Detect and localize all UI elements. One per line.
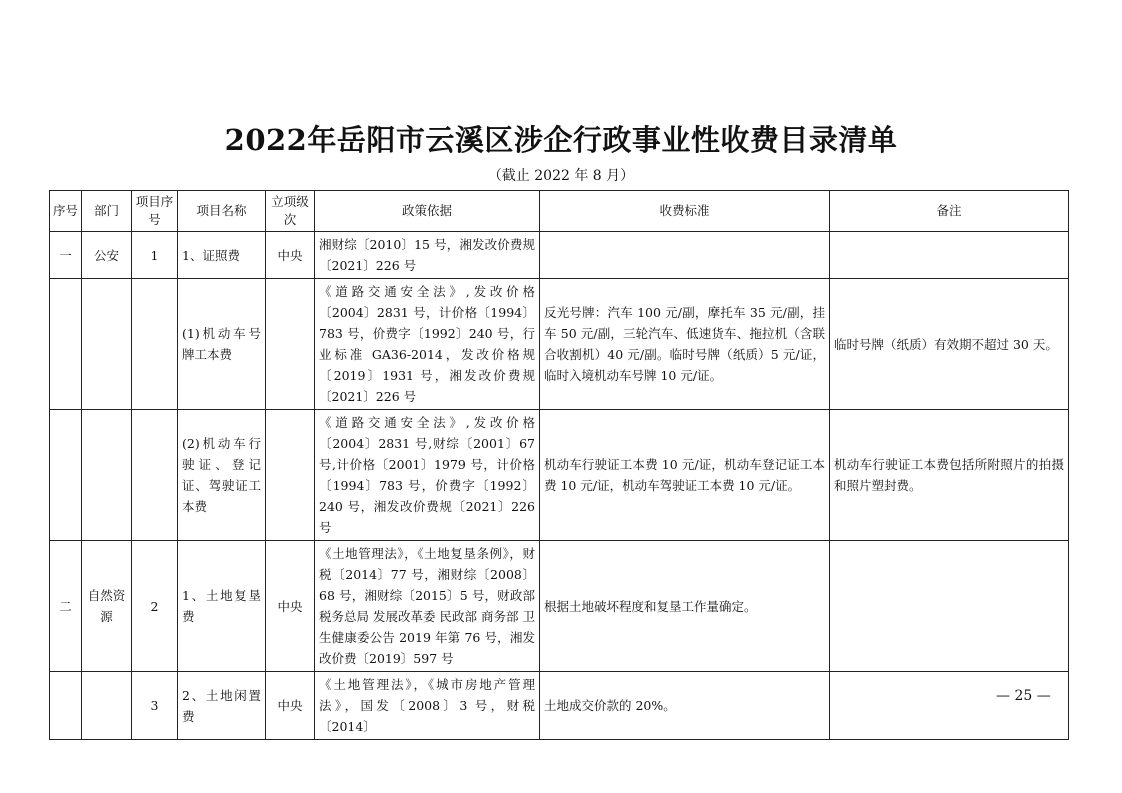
cell-level: 中央 bbox=[266, 541, 315, 672]
cell-note bbox=[830, 672, 1069, 740]
cell-policy: 《道路交通安全法》,发改价格〔2004〕2831 号,财综〔2001〕67 号,计价格〔2001〕1979 号，计价格〔1994〕783 号，价费字〔1992〕240 号，湘发改价费规〔2021〕226 号 bbox=[315, 410, 540, 541]
table-row bbox=[50, 410, 1069, 541]
table-row bbox=[50, 279, 1069, 410]
cell-dept: 自然资源 bbox=[82, 541, 132, 672]
cell-item-name: 2、土地闲置费 bbox=[178, 672, 266, 740]
cell-policy: 湘财综〔2010〕15 号，湘发改价费规〔2021〕226 号 bbox=[315, 232, 540, 279]
cell-item-name: (1)机动车号牌工本费 bbox=[178, 279, 266, 410]
page-number: — 25 — bbox=[996, 688, 1051, 704]
table-header-row bbox=[50, 191, 1069, 232]
cell-level: 中央 bbox=[266, 232, 315, 279]
document-title: 2022年岳阳市云溪区涉企行政事业性收费目录清单 bbox=[224, 123, 898, 157]
header-note: 备注 bbox=[830, 191, 1069, 232]
cell-item-seq: 2 bbox=[132, 541, 178, 672]
cell-note: 机动车行驶证工本费包括所附照片的拍摄和照片塑封费。 bbox=[830, 410, 1069, 541]
cell-note bbox=[830, 541, 1069, 672]
cell-item-seq bbox=[132, 410, 178, 541]
cell-dept: 公安 bbox=[82, 232, 132, 279]
cell-policy: 《土地管理法》，《土地复垦条例》，财税〔2014〕77 号，湘财综〔2008〕68 号，湘财综〔2015〕5 号，财政部 税务总局 发展改革委 民政部 商务部 卫生健康委公告 2019 年第 76 号，湘发改价费〔2019〕597 号 bbox=[315, 541, 540, 672]
cell-item-name: (2)机动车行驶证、登记证、驾驶证工本费 bbox=[178, 410, 266, 541]
cell-seq bbox=[50, 279, 82, 410]
cell-standard: 机动车行驶证工本费 10 元/证，机动车登记证工本费 10 元/证，机动车驾驶证工本费 10 元/证。 bbox=[540, 410, 830, 541]
header-dept: 部门 bbox=[82, 191, 132, 232]
cell-item-seq bbox=[132, 279, 178, 410]
document-subtitle: （截止 2022 年 8 月） bbox=[487, 168, 635, 184]
cell-level bbox=[266, 410, 315, 541]
cell-note bbox=[830, 232, 1069, 279]
table-row bbox=[50, 541, 1069, 672]
cell-standard: 反光号牌：汽车 100 元/副，摩托车 35 元/副，挂车 50 元/副，三轮汽车、低速货车、拖拉机（含联合收割机）40 元/副。临时号牌（纸质）5 元/证，临时入境机动车号牌 10 元/证。 bbox=[540, 279, 830, 410]
header-policy: 政策依据 bbox=[315, 191, 540, 232]
cell-dept bbox=[82, 672, 132, 740]
cell-item-seq: 1 bbox=[132, 232, 178, 279]
cell-seq: 二 bbox=[50, 541, 82, 672]
header-level: 立项级次 bbox=[266, 191, 315, 232]
header-item-seq: 项目序号 bbox=[132, 191, 178, 232]
fee-table bbox=[49, 190, 1069, 740]
cell-seq bbox=[50, 672, 82, 740]
cell-level bbox=[266, 279, 315, 410]
cell-dept bbox=[82, 410, 132, 541]
table-row bbox=[50, 232, 1069, 279]
header-seq: 序号 bbox=[50, 191, 82, 232]
cell-policy: 《道路交通安全法》,发改价格〔2004〕2831 号，计价格〔1994〕783 号，价费字〔1992〕240 号，行业标准 GA36-2014，发改价格规〔2019〕1931 号，湘发改价费规〔2021〕226 号 bbox=[315, 279, 540, 410]
header-standard: 收费标准 bbox=[540, 191, 830, 232]
cell-dept bbox=[82, 279, 132, 410]
cell-note: 临时号牌（纸质）有效期不超过 30 天。 bbox=[830, 279, 1069, 410]
cell-standard bbox=[540, 232, 830, 279]
cell-standard: 土地成交价款的 20%。 bbox=[540, 672, 830, 740]
header-item-name: 项目名称 bbox=[178, 191, 266, 232]
cell-standard: 根据土地破坏程度和复垦工作量确定。 bbox=[540, 541, 830, 672]
cell-item-seq: 3 bbox=[132, 672, 178, 740]
cell-seq: 一 bbox=[50, 232, 82, 279]
cell-item-name: 1、证照费 bbox=[178, 232, 266, 279]
cell-item-name: 1、土地复垦费 bbox=[178, 541, 266, 672]
table-row bbox=[50, 672, 1069, 740]
cell-level: 中央 bbox=[266, 672, 315, 740]
cell-seq bbox=[50, 410, 82, 541]
cell-policy: 《土地管理法》，《城市房地产管理法》，国发〔2008〕3 号，财税〔2014〕 bbox=[315, 672, 540, 740]
